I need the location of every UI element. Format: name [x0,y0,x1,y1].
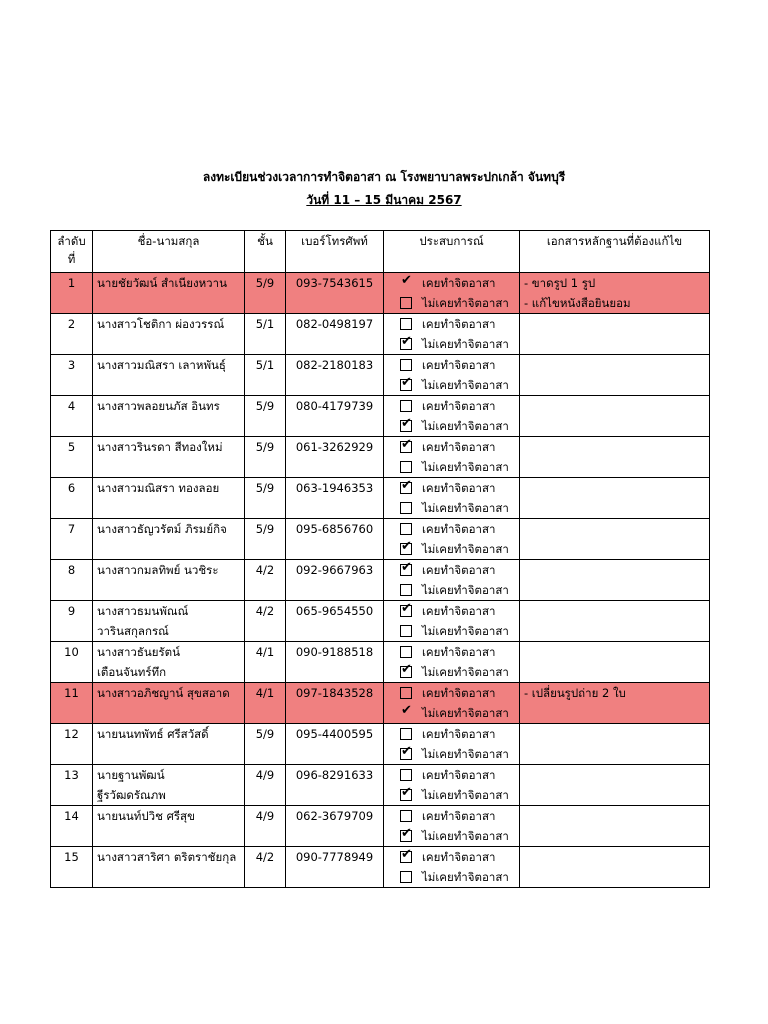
row-number: 14 [51,806,93,847]
table-row [51,437,710,478]
option-not-experienced: ไม่เคยทำจิตอาสา [422,378,509,392]
student-name [93,437,245,478]
phone-number: 092-9667963 [286,560,384,601]
checked-checkbox-icon[interactable] [400,851,412,863]
student-name-line: นางสาวพลอยนภัส อินทร [97,399,220,413]
student-name-line: เตือนจันทร์ทึก [97,665,167,679]
experience-cell [384,396,520,437]
document-note [524,396,705,416]
documents-cell [520,437,710,478]
table-row [51,355,710,396]
phone-number: 065-9654550 [286,601,384,642]
row-number: 4 [51,396,93,437]
empty-checkbox-icon[interactable] [400,625,412,637]
phone-number: 061-3262929 [286,437,384,478]
row-number: 15 [51,847,93,888]
document-note [524,539,705,559]
document-note: - ขาดรูป 1 รูป [524,276,596,290]
experience-cell [384,437,520,478]
document-note [524,334,705,354]
grade: 4/1 [245,683,286,724]
table-row [51,683,710,724]
option-not-experienced: ไม่เคยทำจิตอาสา [422,419,509,433]
documents-cell [520,724,710,765]
experience-cell [384,519,520,560]
document-note [524,662,705,682]
option-not-experienced: ไม่เคยทำจิตอาสา [422,829,509,843]
document-note [524,785,705,805]
student-name [93,478,245,519]
option-not-experienced: ไม่เคยทำจิตอาสา [422,501,509,515]
student-name-line [97,703,240,723]
experience-cell [384,273,520,314]
student-name [93,806,245,847]
student-name [93,847,245,888]
option-experienced: เคยทำจิตอาสา [422,440,496,454]
option-experienced: เคยทำจิตอาสา [422,399,496,413]
phone-number: 063-1946353 [286,478,384,519]
row-number: 13 [51,765,93,806]
student-name-line: นายชัยวัฒน์ สำเนียงหวาน [97,276,227,290]
checked-checkbox-icon[interactable] [400,543,412,555]
student-name-line [97,293,240,313]
empty-checkbox-icon[interactable] [400,810,412,822]
option-experienced: เคยทำจิตอาสา [422,850,496,864]
student-name [93,642,245,683]
phone-number: 093-7543615 [286,273,384,314]
phone-number: 082-0498197 [286,314,384,355]
grade: 5/9 [245,724,286,765]
student-name-line [97,867,240,887]
empty-checkbox-icon[interactable] [400,359,412,371]
documents-cell [520,560,710,601]
phone-number: 080-4179739 [286,396,384,437]
student-name-line: นางสาวอภิชญาน์ สุขสอาด [97,686,230,700]
empty-checkbox-icon[interactable] [400,523,412,535]
checked-checkbox-icon[interactable] [400,564,412,576]
document-note [524,478,705,498]
document-note [524,703,705,723]
option-not-experienced: ไม่เคยทำจิตอาสา [422,583,509,597]
documents-cell [520,314,710,355]
document-note [524,519,705,539]
option-not-experienced: ไม่เคยทำจิตอาสา [422,788,509,802]
option-experienced: เคยทำจิตอาสา [422,563,496,577]
header-phone: เบอร์โทรศัพท์ [286,231,384,273]
empty-checkbox-icon[interactable] [400,400,412,412]
documents-cell [520,519,710,560]
documents-cell [520,478,710,519]
student-name [93,601,245,642]
student-name-line: นางสาวมณิสรา ทองลอย [97,481,220,495]
table-row [51,560,710,601]
option-not-experienced: ไม่เคยทำจิตอาสา [422,870,509,884]
option-not-experienced: ไม่เคยทำจิตอาสา [422,542,509,556]
experience-cell [384,478,520,519]
experience-cell [384,683,520,724]
grade: 4/2 [245,601,286,642]
experience-cell [384,560,520,601]
registration-table [50,230,710,888]
table-row [51,396,710,437]
empty-checkbox-icon[interactable] [400,646,412,658]
phone-number: 097-1843528 [286,683,384,724]
checked-checkbox-icon[interactable] [400,707,412,719]
grade: 4/1 [245,642,286,683]
document-note [524,498,705,518]
checked-checkbox-icon[interactable] [400,482,412,494]
phone-number: 082-2180183 [286,355,384,396]
header-name: ชื่อ-นามสกุล [93,231,245,273]
documents-cell [520,601,710,642]
grade: 5/9 [245,273,286,314]
row-number: 9 [51,601,93,642]
row-number: 6 [51,478,93,519]
student-name-line: นายนนทพัทธ์ ศรีสวัสดิ์ [97,727,209,741]
date-range: วันที่ 11 – 15 มีนาคม 2567 [306,193,462,207]
student-name-line: นางสาวธมนพัณณ์ [97,604,189,618]
document-note [524,867,705,887]
table-row [51,806,710,847]
document-note [524,826,705,846]
row-number: 5 [51,437,93,478]
option-experienced: เคยทำจิตอาสา [422,686,496,700]
student-name [93,724,245,765]
student-name-line [97,498,240,518]
grade: 5/9 [245,478,286,519]
student-name-line: นางสาวธันยรัตน์ [97,645,180,659]
student-name-line [97,457,240,477]
grade: 4/2 [245,560,286,601]
student-name-line [97,539,240,559]
student-name-line [97,744,240,764]
empty-checkbox-icon[interactable] [400,584,412,596]
empty-checkbox-icon[interactable] [400,687,412,699]
document-note [524,416,705,436]
table-row [51,273,710,314]
empty-checkbox-icon[interactable] [400,728,412,740]
option-not-experienced: ไม่เคยทำจิตอาสา [422,665,509,679]
experience-cell [384,355,520,396]
phone-number: 096-8291633 [286,765,384,806]
row-number: 10 [51,642,93,683]
experience-cell [384,642,520,683]
document-note [524,437,705,457]
grade: 5/9 [245,519,286,560]
table-row [51,314,710,355]
checked-checkbox-icon[interactable] [400,379,412,391]
student-name [93,273,245,314]
empty-checkbox-icon[interactable] [400,297,412,309]
checked-checkbox-icon[interactable] [400,338,412,350]
option-experienced: เคยทำจิตอาสา [422,727,496,741]
checked-checkbox-icon[interactable] [400,441,412,453]
grade: 5/1 [245,355,286,396]
option-experienced: เคยทำจิตอาสา [422,481,496,495]
option-experienced: เคยทำจิตอาสา [422,358,496,372]
option-experienced: เคยทำจิตอาสา [422,768,496,782]
option-not-experienced: ไม่เคยทำจิตอาสา [422,460,509,474]
student-name [93,519,245,560]
document-note [524,847,705,867]
documents-cell [520,683,710,724]
empty-checkbox-icon[interactable] [400,769,412,781]
student-name-line: นางสาวธัญวรัตม์ ภิรมย์กิจ [97,522,227,536]
student-name-line: นางสาวโชติกา ผ่องวรรณ์ [97,317,225,331]
option-experienced: เคยทำจิตอาสา [422,317,496,331]
checked-checkbox-icon[interactable] [400,666,412,678]
student-name [93,396,245,437]
table-row [51,478,710,519]
documents-cell [520,273,710,314]
student-name-line: นายฐานพัฒน์ [97,768,165,782]
table-row [51,847,710,888]
row-number: 7 [51,519,93,560]
documents-cell [520,806,710,847]
document-note [524,744,705,764]
row-number: 2 [51,314,93,355]
table-row [51,765,710,806]
document-note [524,601,705,621]
table-row [51,724,710,765]
document-note [524,621,705,641]
header-no: ลำดับ ที่ [51,231,93,273]
checked-checkbox-icon[interactable] [400,277,412,289]
student-name-line: นางสาวกมลทิพย์ นวชิระ [97,563,219,577]
empty-checkbox-icon[interactable] [400,318,412,330]
student-name-line: นางสาวมณิสรา เลาหพันธุ์ [97,358,226,372]
documents-cell [520,765,710,806]
grade: 5/9 [245,396,286,437]
document-note [524,580,705,600]
student-name-line [97,826,240,846]
option-experienced: เคยทำจิตอาสา [422,809,496,823]
document-note [524,642,705,662]
header-documents: เอกสารหลักฐานที่ต้องแก้ไข [520,231,710,273]
option-experienced: เคยทำจิตอาสา [422,604,496,618]
option-experienced: เคยทำจิตอาสา [422,645,496,659]
student-name-line [97,416,240,436]
empty-checkbox-icon[interactable] [400,502,412,514]
document-note [524,355,705,375]
document-note [524,375,705,395]
option-not-experienced: ไม่เคยทำจิตอาสา [422,747,509,761]
option-not-experienced: ไม่เคยทำจิตอาสา [422,706,509,720]
document-note [524,806,705,826]
option-not-experienced: ไม่เคยทำจิตอาสา [422,296,509,310]
grade: 5/9 [245,437,286,478]
student-name [93,683,245,724]
header-experience: ประสบการณ์ [384,231,520,273]
option-experienced: เคยทำจิตอาสา [422,522,496,536]
grade: 4/2 [245,847,286,888]
table-header-row [51,231,710,273]
checked-checkbox-icon[interactable] [400,789,412,801]
checked-checkbox-icon[interactable] [400,748,412,760]
document-note [524,457,705,477]
documents-cell [520,847,710,888]
student-name-line: นายนนท์ปวิช ศรีสุข [97,809,195,823]
documents-cell [520,396,710,437]
phone-number: 095-4400595 [286,724,384,765]
empty-checkbox-icon[interactable] [400,461,412,473]
grade: 4/9 [245,765,286,806]
row-number: 11 [51,683,93,724]
student-name [93,765,245,806]
grade: 5/1 [245,314,286,355]
experience-cell [384,847,520,888]
header-grade: ชั้น [245,231,286,273]
documents-cell [520,355,710,396]
student-name-line [97,580,240,600]
option-not-experienced: ไม่เคยทำจิตอาสา [422,624,509,638]
document-note [524,765,705,785]
student-name-line [97,375,240,395]
student-name-line: นางสาวสาริศา ตริตราชัยกุล [97,850,237,864]
student-name-line [97,334,240,354]
student-name-line: วารินสกุลกรณ์ [97,624,169,638]
phone-number: 062-3679709 [286,806,384,847]
experience-cell [384,765,520,806]
experience-cell [384,806,520,847]
experience-cell [384,314,520,355]
row-number: 1 [51,273,93,314]
empty-checkbox-icon[interactable] [400,871,412,883]
document-note: - แก้ไขหนังสือยินยอม [524,296,631,310]
document-note [524,314,705,334]
experience-cell [384,601,520,642]
row-number: 8 [51,560,93,601]
student-name-line: ฐีรวัฒดรัณภพ [97,788,166,802]
table-row [51,601,710,642]
checked-checkbox-icon[interactable] [400,420,412,432]
phone-number: 095-6856760 [286,519,384,560]
grade: 4/9 [245,806,286,847]
option-not-experienced: ไม่เคยทำจิตอาสา [422,337,509,351]
experience-cell [384,724,520,765]
document-title: ลงทะเบียนช่วงเวลาการทำจิตอาสา ณ โรงพยาบาลพระปกเกล้า จันทบุรี [202,170,566,184]
documents-cell [520,642,710,683]
option-experienced: เคยทำจิตอาสา [422,276,496,290]
row-number: 12 [51,724,93,765]
student-name [93,560,245,601]
phone-number: 090-7778949 [286,847,384,888]
document-note: - เปลี่ยนรูปถ่าย 2 ใบ [524,686,626,700]
checked-checkbox-icon[interactable] [400,830,412,842]
table-row [51,642,710,683]
phone-number: 090-9188518 [286,642,384,683]
document-note [524,560,705,580]
row-number: 3 [51,355,93,396]
checked-checkbox-icon[interactable] [400,605,412,617]
student-name [93,314,245,355]
student-name [93,355,245,396]
document-subtitle [0,191,768,210]
document-note [524,724,705,744]
table-row [51,519,710,560]
student-name-line: นางสาวรินรดา สีทองใหม่ [97,440,223,454]
